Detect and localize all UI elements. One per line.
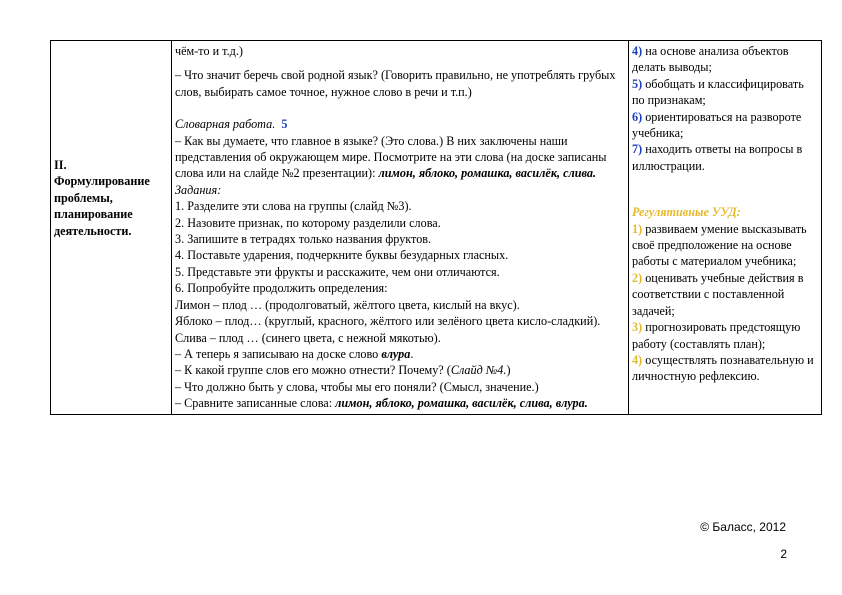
compare-line [175,395,625,411]
uud-text: оценивать учебные действия в соответствии с поставленной задачей; [632,270,804,318]
uud-item [632,270,818,319]
task-item: 3. Запишите в тетрадях только названия фруктов. [175,232,432,247]
question-language: – Что значит беречь свой родной язык? (Говорить правильно, не употреблять грубых слов, выбирать самое точное, нужное слово в речи и т.п.) [175,68,616,99]
task-item: 5. Представьте эти фрукты и расскажите, чем они отличаются. [175,264,500,279]
compare-text: – Сравните записанные слова: [175,396,333,411]
vocab-number: 5 [281,117,288,132]
uud-text: находить ответы на вопросы в иллюстрации. [632,142,803,173]
vocab-heading [175,116,625,132]
uud-item [632,141,818,174]
board-text: – А теперь я записываю на доске слово [175,346,379,361]
uud-text: на основе анализа объектов делать выводы; [632,44,789,75]
uud-text: прогнозировать предстоящую работу (составлять план); [632,320,801,351]
uud-number: 7) [632,142,643,157]
definition-item: Яблоко – плод… (круглый, красного, жёлтого или зелёного цвета кисло-сладкий). [175,314,601,329]
uud-number: 4) [632,44,643,58]
board-word: влура [381,346,411,361]
uud-item [632,76,818,109]
stage-number: II. [54,158,67,172]
vocab-title: Словарная работа. [175,117,276,132]
group-line [175,362,625,378]
stage-label [54,157,168,239]
board-line: – А теперь я записываю на доске слово влура. [175,346,414,361]
uud-text: осуществлять познавательную и личностную рефлексию. [632,352,814,384]
compare-words: лимон, яблоко, ромашка, василёк, слива, влура. [335,396,588,411]
regulative-title: Регулятивные УУД: [632,205,741,220]
task-item: 1. Разделите эти слова на группы (слайд №3). [175,199,412,214]
definition-item: Лимон – плод … (продолговатый, жёлтого цвета, кислый на вкус). [175,297,520,312]
question-main [175,133,625,182]
uud-item [632,352,818,385]
uud-item [632,221,818,270]
should-line: – Что должно быть у слова, чтобы мы его поняли? (Смысл, значение.) [175,379,539,394]
question-main-words: лимон, яблоко, ромашка, василёк, слива. [378,166,597,181]
group-close: ) [506,363,511,378]
group-text: – К какой группе слов его можно отнести? Почему? ( [175,363,451,378]
uud-text: обобщать и классифицировать по признакам; [632,76,804,108]
table-row [51,41,822,415]
group-slide: Слайд №4. [450,363,507,378]
tasks-title: Задания: [175,182,222,197]
stage-title: Формулирование проблемы, планирование деятельности. [54,174,150,238]
uud-cell [629,41,822,415]
uud-number: 5) [632,76,643,91]
task-item: 2. Назовите признак, по которому разделили слова. [175,215,441,230]
uud-text: развиваем умение высказывать своё предположение на основе работы с материалом учебника; [632,221,807,269]
uud-text: ориентироваться на развороте учебника; [632,109,802,141]
uud-number: 3) [632,320,643,335]
uud-number: 2) [632,270,643,285]
uud-number: 4) [632,352,643,367]
task-item: 6. Попробуйте продолжить определения: [175,281,388,296]
task-item: 4. Поставьте ударения, подчеркните буквы безударных гласных. [175,248,509,263]
question-main-text: – Как вы думаете, что главное в языке? (Это слова.) В них заключены наши представления об окружающем мире. Посмотрите на эти слова (на доске записаны слова или на слайде №2 презентации): [175,133,607,181]
uud-item [632,319,818,352]
uud-number: 6) [632,109,643,124]
content-line0: чём-то и т.д.) [175,44,243,58]
uud-number: 1) [632,221,643,236]
page-number: 2 [780,547,787,561]
definition-item: Слива – плод … (синего цвета, с нежной мякотью). [175,330,441,345]
lesson-table [50,40,822,415]
content-cell [172,41,629,415]
uud-item [632,43,818,76]
stage-cell [51,41,172,415]
copyright: © Баласс, 2012 [700,520,786,534]
uud-item [632,109,818,142]
